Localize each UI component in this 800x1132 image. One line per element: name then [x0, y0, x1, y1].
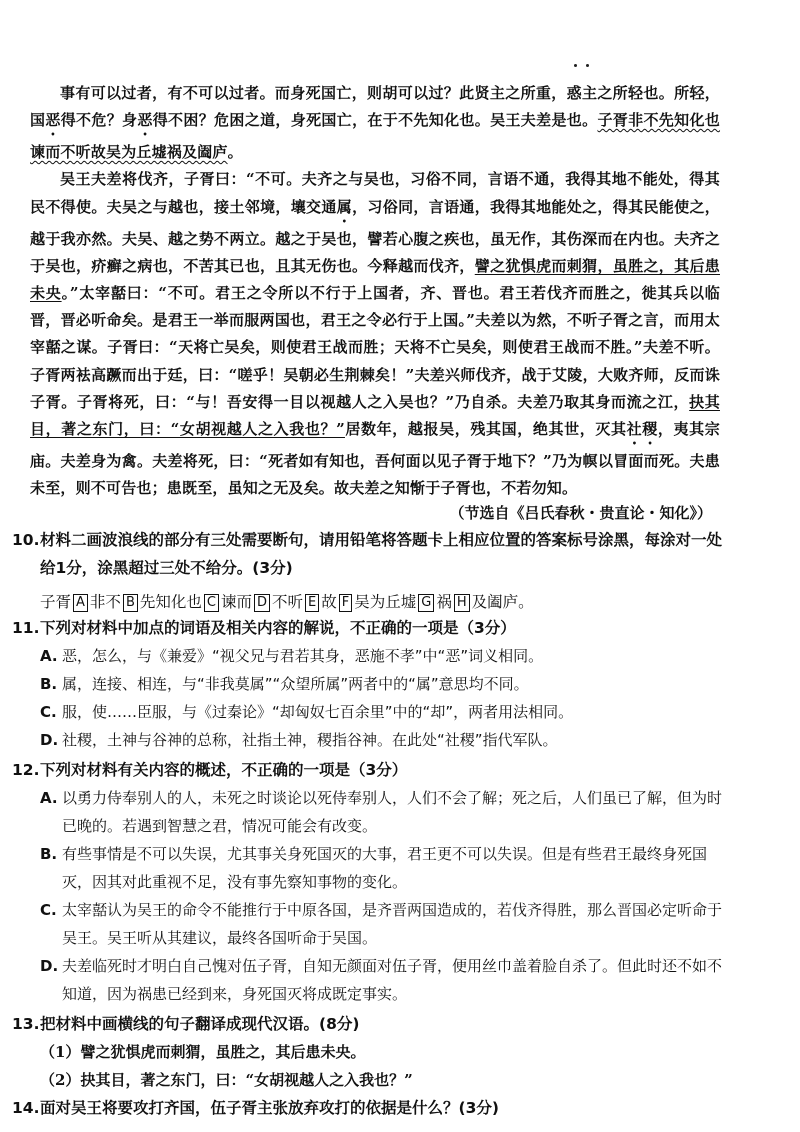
- options: [12, 642, 732, 754]
- segment-text: 先知化也: [139, 593, 202, 611]
- dotted-word: 恶: [137, 111, 153, 130]
- segment-text: 子胥: [40, 593, 72, 611]
- question-number: 10.: [12, 531, 40, 549]
- answer-box-d[interactable]: D: [254, 594, 270, 612]
- answer-box-c[interactable]: C: [204, 594, 219, 612]
- segment-text: 非不: [89, 593, 121, 611]
- answer-box-b[interactable]: B: [123, 594, 138, 612]
- passage-source: （节选自《吕氏春秋・贵直论・知化》）: [449, 504, 712, 522]
- option-a[interactable]: A. 恶，怎么，与《兼爱》“视父兄与君若其身，恶施不孝”中“恶”词义相同。: [40, 647, 544, 665]
- answer-box-f[interactable]: F: [339, 594, 352, 612]
- option-b[interactable]: B. 有些事情是不可以失误，尤其事关身死国灭的大事，君王更不可以失误。但是有些君王最终身死国灭，因其对此重视不足，没有事先察知事物的变化。: [40, 845, 708, 891]
- passage: [30, 80, 720, 502]
- segment-text: 及阖庐。: [471, 593, 534, 611]
- answer-box-h[interactable]: H: [454, 594, 470, 612]
- option-c[interactable]: C. 服，使……臣服，与《过秦论》“却匈奴七百余里”中的“却”，两者用法相同。: [40, 703, 574, 721]
- underlined-sentence-2: 抉其目，著之东门，曰：“女胡视越人之入我也？”: [30, 392, 720, 439]
- question-number: 13.: [12, 1015, 40, 1033]
- question-10: [12, 526, 732, 616]
- segment-text: 吴为丘墟: [354, 593, 417, 611]
- dotted-word: 属: [336, 197, 353, 216]
- question-number: 14.: [12, 1099, 40, 1117]
- option-d[interactable]: D. 社稷，土神与谷神的总称，社指土神，稷指谷神。在此处“社稷”指代军队。: [40, 731, 558, 749]
- option-b[interactable]: B. 属，连接、相连，与“非我莫属”“众望所属”两者中的“属”意思均不同。: [40, 675, 529, 693]
- question-11: [12, 614, 732, 754]
- option-a[interactable]: A. 以勇力侍奉别人的人，未死之时谈论以死侍奉别人，人们不会了解；死之后，人们虽已了解，但为时已晚的。若遇到智慧之君，情况可能会有改变。: [40, 789, 723, 835]
- question-text: 下列对材料有关内容的概述，不正确的一项是（3分）: [40, 761, 408, 779]
- segment-text: 不听: [271, 593, 303, 611]
- question-text: 下列对材料中加点的词语及相关内容的解说，不正确的一项是（3分）: [40, 619, 516, 637]
- question-14: [12, 1094, 732, 1122]
- question-text: 材料二画波浪线的部分有三处需要断句，请用铅笔将答题卡上相应位置的答案标号涂黑，每涂对一处给1分，涂黑超过三处不给分。(3分): [40, 531, 723, 577]
- underlined-sentence-1: 譬之犹惧虎而刺猬，虽胜之，其后患未央: [30, 256, 720, 303]
- scan-dots: [574, 52, 604, 62]
- question-number: 11.: [12, 619, 40, 637]
- option-c[interactable]: C. 太宰嚭认为吴王的命令不能推行于中原各国，是齐晋两国造成的，若伐齐得胜，那么晋国必定听命于吴王。吴王听从其建议，最终各国听命于吴国。: [40, 901, 723, 947]
- wavy-underlined-text: 子胥非不先知化也谏而不听故吴为丘墟祸及阖庐: [30, 111, 721, 162]
- options: [12, 784, 732, 1008]
- segment-text: 故: [321, 593, 337, 611]
- option-d[interactable]: D. 夫差临死时才明白自己愧对伍子胥，自知无颜面对伍子胥，便用丝巾盖着脸自杀了。但此时还不如不知道，因为祸患已经到来，身死国灭将成既定事实。: [40, 957, 723, 1003]
- question-13: [12, 1010, 732, 1094]
- dotted-word: 社稷: [626, 420, 658, 439]
- answer-box-a[interactable]: A: [73, 594, 88, 612]
- segment-text: 祸: [436, 593, 452, 611]
- question-text: 面对吴王将要攻打齐国，伍子胥主张放弃攻打的依据是什么？(3分): [40, 1099, 499, 1117]
- dotted-word: 恶: [45, 111, 61, 130]
- segment-text: 谏而: [220, 593, 252, 611]
- passage-paragraph-2: 吴王夫差将伐齐，子胥曰：“不可。夫齐之与吴也，习俗不同，言语不通，我得其地不能处，得其民不得使。夫吴之与越也，接土邻境，壤交通属，习俗同，言语通，我得其地能处之，得其民能使之，越于我亦然。夫吴、越之势不两立。越之于吴也，譬若心腹之疾也，虽无作，其伤深而在内也。夫齐之于吴也，疥癣之病也，不苦其已也，且其无伤也。今释越而伐齐，譬之犹惧虎而刺猬，虽胜之，其后患未央。”太宰嚭曰：“不可。君王之令所以不行于上国者，齐、晋也。君王若伐齐而胜之，徙其兵以临晋，晋必听命矣。是君王一举而服两国也，君王之令必行于上国。”夫差以为然，不听子胥之言，而用太宰嚭之谋。子胥曰：“天将亡吴矣，则使君王战而胜；天将不亡吴矣，则使君王战而不胜。”夫差不听。子胥两袪高蹶而出于廷，曰：“嗟乎！吴朝必生荆棘矣！”夫差兴师伐齐，战于艾陵，大败齐师，反而诛子胥。子胥将死，曰：“与！吾安得一目以视越人之入吴也？”乃自杀。夫差乃取其身而流之江，抉其目，著之东门，曰：“女胡视越人之入我也？”居数年，越报吴，残其国，绝其世，灭其社稷，夷其宗庙。夫差身为禽。夫差将死，曰：“死者如有知也，吾何面以见子胥于地下？”乃为幎以冒面而死。夫患未至，则不可告也；患既至，虽知之无及矣。故夫差之知惭于子胥也，不若勿知。: [30, 170, 720, 498]
- passage-paragraph-1: 事有可以过者，有不可以过者。而身死国亡，则胡可以过？此贤主之所重，惑主之所轻也。所轻，国恶得不危？身恶得不困？危困之道，身死国亡，在于不先知化也。吴王夫差是也。子胥非不先知化也谏而不听故吴为丘墟祸及阖庐。: [30, 84, 721, 162]
- answer-box-e[interactable]: E: [305, 594, 319, 612]
- translation-item-2: （2）抉其目，著之东门，曰：“女胡视越人之入我也？”: [40, 1071, 413, 1089]
- question-number: 12.: [12, 761, 40, 779]
- translation-item-1: （1）譬之犹惧虎而刺猬，虽胜之，其后患未央。: [40, 1043, 366, 1061]
- answer-box-g[interactable]: G: [418, 594, 434, 612]
- question-text: 把材料中画横线的句子翻译成现代汉语。(8分): [40, 1015, 360, 1033]
- segmentation-answer: [12, 588, 732, 616]
- question-12: [12, 756, 732, 1008]
